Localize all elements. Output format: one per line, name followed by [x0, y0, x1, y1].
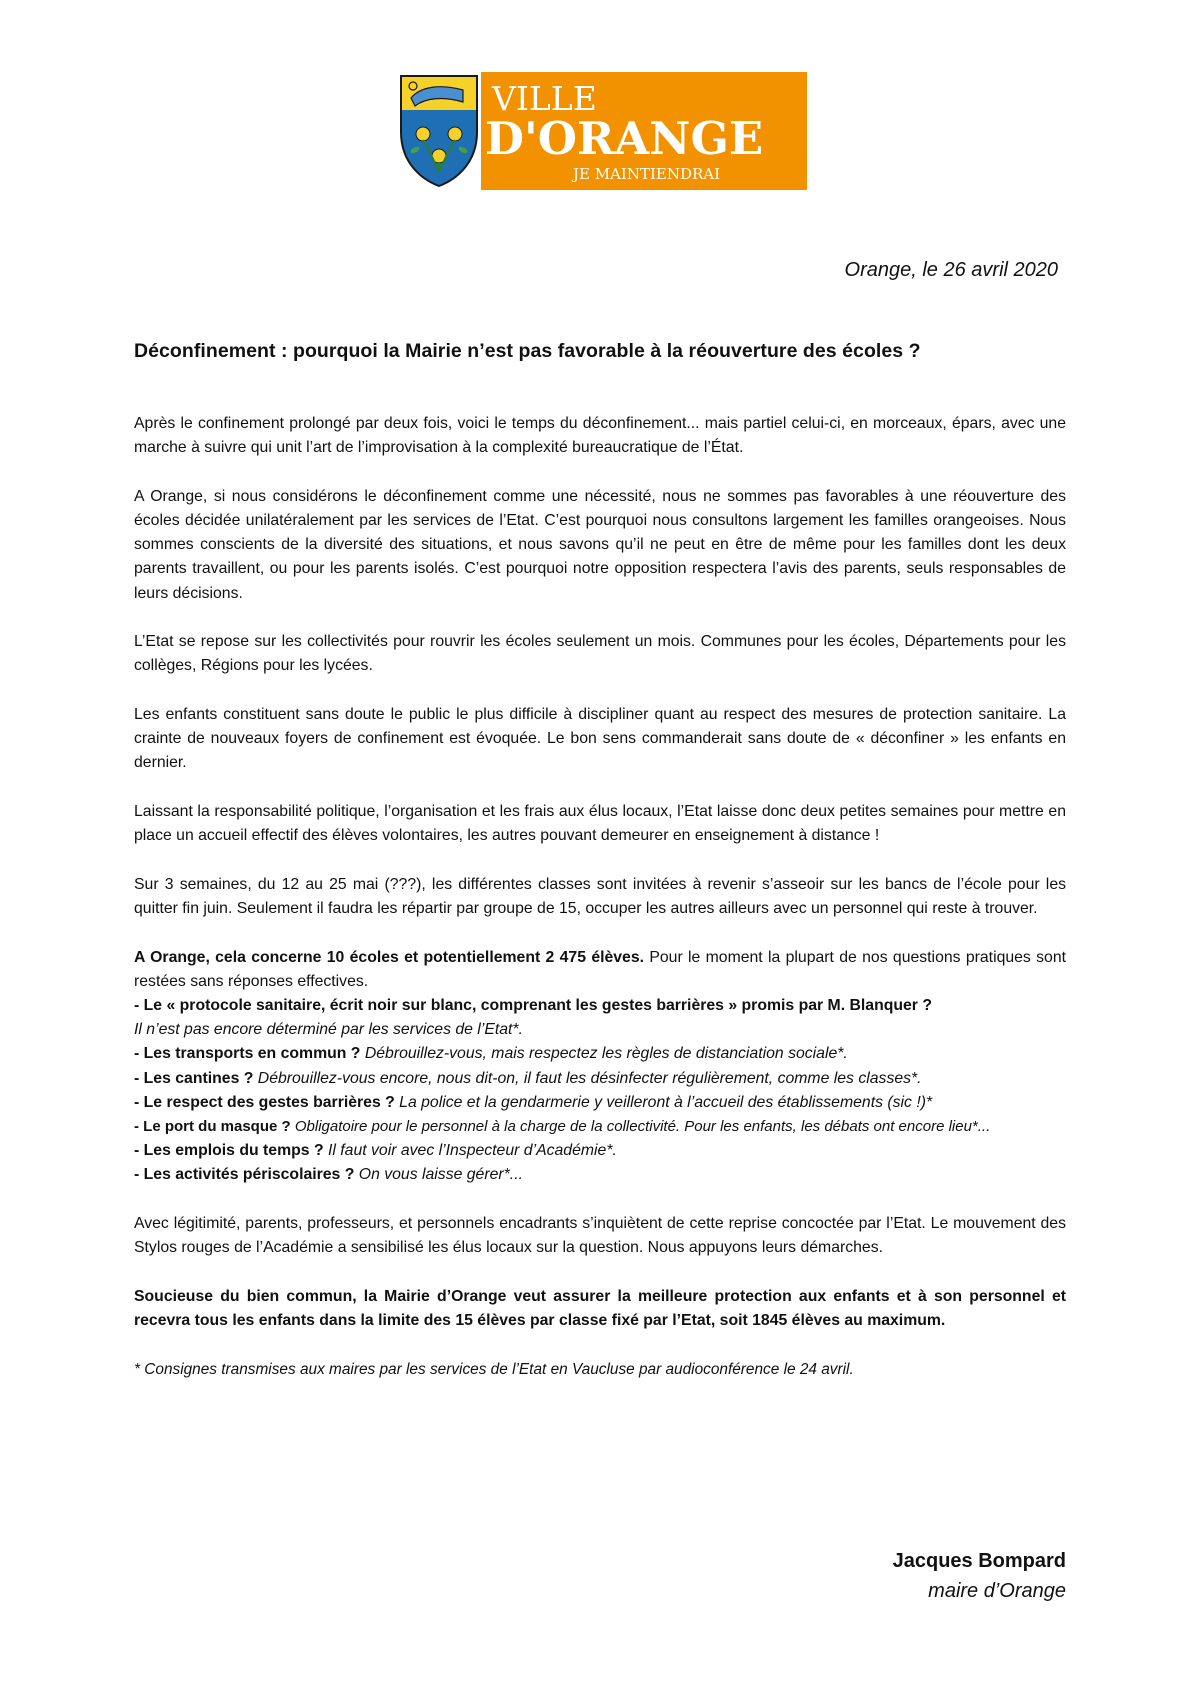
answer-text: Débrouillez-vous encore, nous dit-on, il faut les désinfecter régulièrement, comme les classes*.: [253, 1069, 922, 1087]
signature-name: Jacques Bompard: [892, 1550, 1066, 1572]
question-label: - Les cantines ?: [134, 1069, 254, 1087]
question-label: - Le respect des gestes barrières ?: [134, 1093, 395, 1111]
answer-text: Il n’est pas encore déterminé par les services de l’Etat*.: [134, 1021, 523, 1039]
paragraph: Les enfants constituent sans doute le public le plus difficile à discipliner quant au respect des mesures de protection sanitaire. La crainte de nouveaux foyers de confinement est évoquée. Le bon sens commanderait sans doute de « déconfiner » les enfants en dernier.: [134, 706, 1066, 772]
question-item: [134, 1067, 1066, 1091]
signature-block: [893, 1546, 1066, 1606]
question-item: [134, 1115, 1066, 1139]
paragraph-conclusion: Soucieuse du bien commun, la Mairie d’Orange veut assurer la meilleure protection aux enfants et à son personnel et recevra tous les enfants dans la limite des 15 élèves par classe fixé par l’Etat, soit 1845 élèves au maximum.: [134, 1287, 1066, 1330]
paragraph: Sur 3 semaines, du 12 au 25 mai (???), les différentes classes sont invitées à revenir s’asseoir sur les bancs de l’école pour les quitter fin juin. Seulement il faudra les répartir par groupe de 15, occuper les autres ailleurs avec un personnel qui reste à trouver.: [134, 875, 1066, 917]
logo-text-line2: D'ORANGE: [485, 112, 764, 165]
question-label: - Les activités périscolaires ?: [134, 1166, 355, 1184]
intro-rest: Pour le moment la plupart de nos questions pratiques sont restées sans réponses effectives.: [134, 948, 1067, 990]
letter-date: Orange, le 26 avril 2020: [844, 259, 1058, 281]
signature-role: maire d’Orange: [928, 1580, 1066, 1602]
question-label: - Les transports en commun ?: [134, 1045, 361, 1063]
questions-block: [134, 946, 1066, 1188]
logo-text-line1: VILLE: [492, 79, 597, 118]
letter-body: [134, 412, 1066, 1406]
page-title: Déconfinement : pourquoi la Mairie n’est pas favorable à la réouverture des écoles ?: [134, 340, 921, 362]
paragraph: L’Etat se repose sur les collectivités pour rouvrir les écoles seulement un mois. Communes pour les écoles, Départements pour les collèges, Régions pour les lycées.: [134, 633, 1066, 675]
question-item: [134, 994, 1066, 1018]
paragraph: A Orange, si nous considérons le déconfinement comme une nécessité, nous ne sommes pas favorables à une réouverture des écoles décidée unilatéralement par les services de l’Etat. C’est pourquoi nous consultons largement les familles orangeoises. Nous sommes conscients de la diversité des situations, et nous savons qu’il ne peut en être de même pour les familles dont les deux parents travaillent, ou pour les parents isolés. C’est pourquoi notre opposition respectera l’avis des parents, seuls responsables de leurs décisions.: [134, 487, 1066, 602]
answer-text: Débrouillez-vous, mais respectez les règles de distanciation sociale*.: [360, 1045, 848, 1063]
footnote: * Consignes transmises aux maires par les services de l’Etat en Vaucluse par audioconférence le 24 avril.: [134, 1360, 854, 1378]
answer-text: Il faut voir avec l’Inspecteur d’Académie*.: [323, 1142, 617, 1160]
paragraph: Avec légitimité, parents, professeurs, et personnels encadrants s’inquiètent de cette reprise concoctée par l’Etat. Le mouvement des Stylos rouges de l’Académie a sensibilisé les élus locaux sur la question. Nous appuyons leurs démarches.: [134, 1215, 1066, 1257]
answer-text: Obligatoire pour le personnel à la charge de la collectivité. Pour les enfants, les débats ont encore lieu*...: [290, 1118, 991, 1136]
paragraph-intro: [134, 946, 1066, 994]
question-item: [134, 1042, 1066, 1066]
question-item: [134, 1091, 1066, 1115]
ville-d-orange-logo: [393, 72, 807, 190]
intro-bold: A Orange, cela concerne 10 écoles et potentiellement 2 475 élèves.: [134, 948, 645, 966]
question-label: - Les emplois du temps ?: [134, 1142, 324, 1160]
question-label: - Le port du masque ?: [134, 1118, 291, 1136]
orange-fruit-icon: [448, 127, 462, 141]
orange-fruit-icon: [416, 127, 430, 141]
answer-text: On vous laisse gérer*...: [354, 1166, 523, 1184]
question-item: [134, 1139, 1066, 1163]
logo-graphic: [393, 72, 807, 190]
question-item: [134, 1163, 1066, 1187]
answer-item: [134, 1018, 1066, 1042]
paragraph: Après le confinement prolongé par deux fois, voici le temps du déconfinement... mais partiel celui-ci, en morceaux, épars, avec une marche à suivre qui unit l’art de l’improvisation à la complexité bureaucratique de l’État.: [134, 415, 1066, 457]
question-label: - Le « protocole sanitaire, écrit noir sur blanc, comprenant les gestes barrières » promis par M. Blanquer ?: [134, 997, 932, 1014]
logo-motto: JE MAINTIENDRAI: [573, 165, 721, 183]
paragraph: Laissant la responsabilité politique, l’organisation et les frais aux élus locaux, l’Etat laisse donc deux petites semaines pour mettre en place un accueil effectif des élèves volontaires, les autres pouvant demeurer en enseignement à distance !: [134, 803, 1066, 845]
answer-text: La police et la gendarmerie y veilleront à l’accueil des établissements (sic !)*: [394, 1093, 933, 1111]
